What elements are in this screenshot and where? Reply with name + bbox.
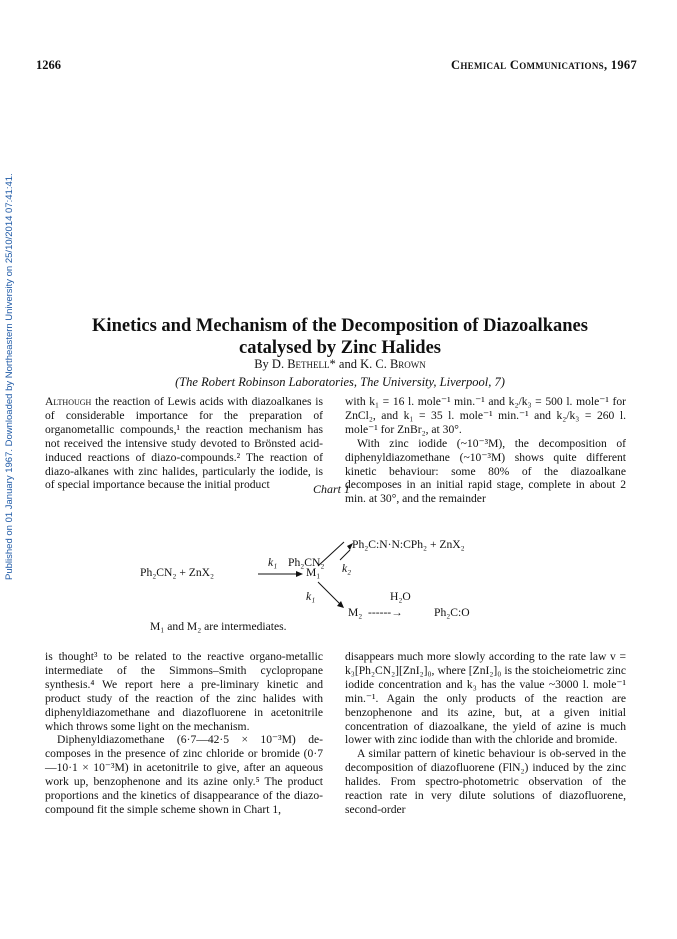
scheme-dashed-arrow: ------→	[368, 606, 403, 619]
arrow-k2	[340, 550, 350, 560]
column-1-bottom	[45, 650, 323, 817]
affiliation: (The Robert Robinson Laboratories, The University, Liverpool, 7)	[175, 375, 505, 389]
paragraph: disappears much more slowly according to the rate law v = k₃[Ph₂CN₂][ZnI₂]₀, where [ZnI₂]₀ is the stoicheiometric zinc iodide concentration and k₃ has the value ~3000 l. mole⁻¹ min.⁻¹. Again the only products of the reaction are benzophenone and its azine, but, at a given initial concentration of diazoalkane, the yield of azine is much lower with zinc iodide than with the chloride and bromide.	[345, 650, 626, 747]
scheme-m2: M₂	[348, 606, 363, 619]
scheme-k1-top: k₁	[268, 556, 278, 569]
page-number: 1266	[36, 58, 61, 72]
journal-title: Chemical Communications, 1967	[451, 58, 637, 72]
first-word: Although	[45, 395, 92, 408]
authors-prefix: By D.	[254, 357, 288, 371]
paragraph: With zinc iodide (~10⁻³M), the decomposition of diphenyldiazomethane (~10⁻³M) shows quite different kinetic behaviour: some 80% of the diazoalkane decomposes in an initial rapid stage, complete in about 2 min. at 30°, and the remainder	[345, 436, 626, 506]
arrow-k1-down	[318, 582, 340, 604]
scheme-k1-bottom: k₁	[306, 590, 316, 603]
paragraph: is thought³ to be related to the reactive organo-metallic intermediate of the Simmons–Smith cyclopropane synthesis.⁴ We report here a pre-liminary kinetic and product study of the reaction of the zinc halides with diphenyldiazomethane and diazofluorene in acetonitrile which throws some light on the mechanism.	[45, 650, 323, 733]
authors-mid: * and K. C.	[329, 357, 390, 371]
scheme-arrows	[140, 480, 540, 640]
scheme-ph2cn2: Ph₂CN₂	[288, 556, 325, 569]
scheme-k2: k₂	[342, 562, 352, 575]
author-1: Bethell	[287, 357, 330, 371]
paragraph-text: the reaction of Lewis acids with diazoalkanes is of considerable importance for the preparation of organometallic compounds,¹ the reaction mechanism has not received the intensive study devoted to Brönsted acid-induced reactions of diazo-compounds.² The reaction of diazo-alkanes with zinc halides, particularly the iodide, is of special importance because the initial product	[45, 395, 323, 492]
scheme-bottom-product: Ph₂C:O	[434, 606, 470, 619]
paragraph	[45, 395, 323, 492]
paragraph: with k₁ = 16 l. mole⁻¹ min.⁻¹ and k₂/k₃ = 500 l. mole⁻¹ for ZnCl₂, and k₁ = 35 l. mole⁻¹ min.⁻¹ and k₂/k₃ = 260 l. mole⁻¹ for ZnBr₂, at 30°.	[345, 395, 626, 436]
scheme-reactants: Ph₂CN₂ + ZnX₂	[140, 566, 215, 579]
scheme-m1: M₁	[306, 566, 321, 579]
chart-title: Chart 1	[313, 482, 351, 496]
scheme-h2o: H₂O	[390, 590, 411, 603]
reaction-scheme	[140, 480, 540, 640]
chart-footnote: M₁ and M₂ are intermediates.	[150, 620, 287, 633]
download-side-note	[2, 140, 16, 580]
column-2-bottom	[345, 650, 626, 817]
paragraph: A similar pattern of kinetic behaviour is ob-served in the decomposition of diazofluorene (FlN₂) induced by the zinc halides. From spectro-photometric observation of the reaction rate in very dilute solutions of diazofluorene, second-order	[345, 747, 626, 816]
title-line-2: catalysed by Zinc Halides	[239, 338, 441, 358]
author-line	[40, 357, 640, 372]
column-1-top	[45, 395, 323, 492]
scheme-top-product: Ph₂C:N·N:CPh₂ + ZnX₂	[352, 538, 465, 551]
author-2: Brown	[389, 357, 426, 371]
arrowhead	[296, 571, 303, 577]
title-line-1: Kinetics and Mechanism of the Decomposition of Diazoalkanes	[92, 316, 588, 336]
side-note-text: Published on 01 January 1967. Downloaded by Northeastern University on 25/10/2014 07:41:41.	[4, 173, 15, 580]
paragraph: Diphenyldiazomethane (6·7—42·5 × 10⁻³M) de-composes in the presence of zinc chloride or bromide (0·7—10·1 × 10⁻³M) in acetonitrile to give, after an aqueous work up, benzophenone and its azine only.⁵ The product proportions and the kinetics of disappearance of the diazo-compound fit the simple scheme shown in Chart 1,	[45, 733, 323, 816]
article-title	[40, 315, 640, 359]
